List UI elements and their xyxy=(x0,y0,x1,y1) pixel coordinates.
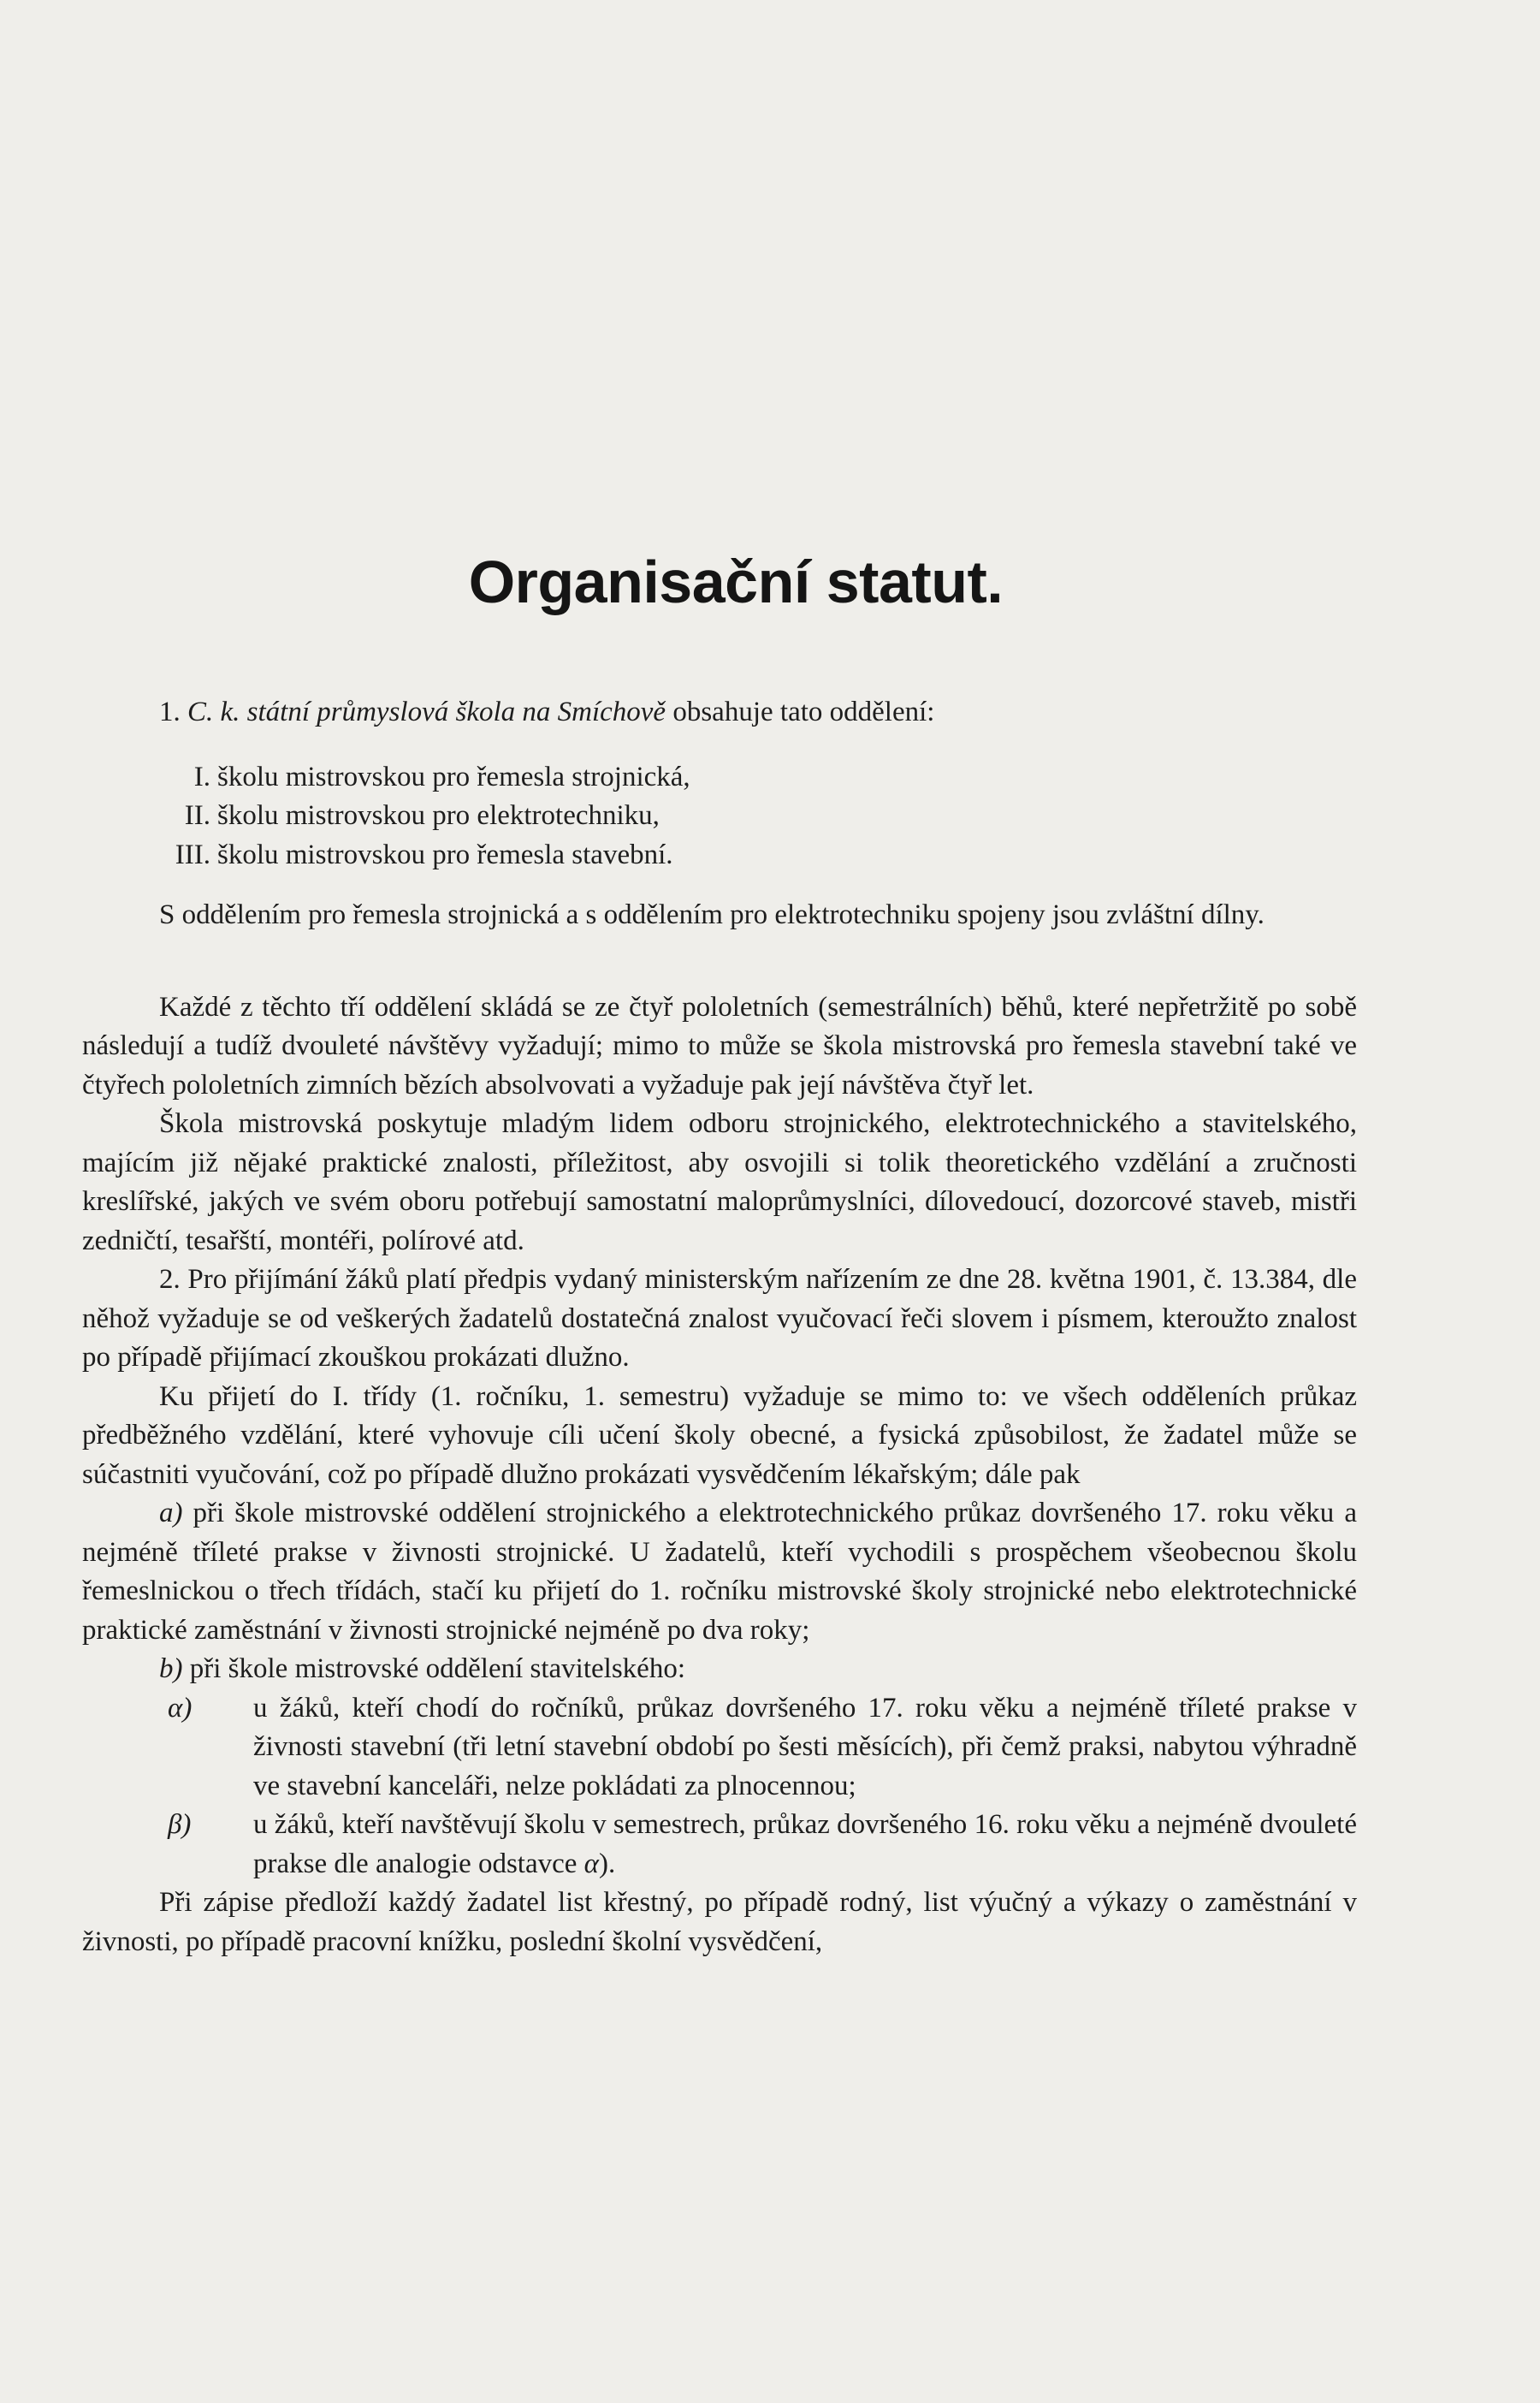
item-b xyxy=(82,1650,1357,1689)
item-beta xyxy=(168,1806,1357,1884)
intro-rest: obsahuje tato oddělení: xyxy=(666,697,935,727)
list-item xyxy=(82,797,1357,836)
paragraph-admission: 2. Pro přijímání žáků platí předpis vydaný ministerským nařízením ze dne 28. května 1901, č. 13.384, dle něhož vyžaduje se od veškerých žadatelů dostatečná znalost vyučovací řeči slovem i písmem, kteroužto znalost po případě přijímací zkouškou prokázati dlužno. xyxy=(82,1264,1357,1373)
list-item xyxy=(82,836,1357,875)
item-beta-text: u žáků, kteří navštěvují školu v semestrech, průkaz dovršeného 16. roku věku a nejméně dvouleté prakse dle analogie odstavce xyxy=(253,1809,1357,1879)
list-item-text: školu mistrovskou pro řemesla stavební. xyxy=(217,839,673,870)
item-b-label: b) xyxy=(159,1653,183,1684)
paragraph-first-class: Ku přijetí do I. třídy (1. ročníku, 1. semestru) vyžaduje se mimo to: ve všech odděleních průkaz předběžného vzdělání, které vyhovuje cíli učení školy obecné, a fysická způsobilost, že žadatel může se súčastniti vyučování, což po případě dlužno prokázati vysvědčením lékařským; dále pak xyxy=(82,1380,1357,1490)
document-body xyxy=(82,693,1357,1961)
list-item-text: školu mistrovskou pro elektrotechniku, xyxy=(217,800,660,831)
item-beta-label: β) xyxy=(168,1809,192,1840)
paragraph-enrollment: Při zápise předloží každý žadatel list křestný, po případě rodný, list výučný a výkazy o zaměstnání v živnosti, po případě pracovní knížku, poslední školní vysvědčení, xyxy=(82,1887,1357,1957)
paragraph-workshops: S oddělením pro řemesla strojnická a s oddělením pro elektrotechniku spojeny jsou zvláštní dílny. xyxy=(159,899,1265,930)
item-alpha-text: u žáků, kteří chodí do ročníků, průkaz dovršeného 17. roku věku a nejméně tříleté prakse v živnosti stavební (tři letní stavební období po šesti měsících), při čemž praksi, nabytou výhradně ve stavební kanceláři, nelze pokládati za plnocennou; xyxy=(253,1692,1357,1801)
list-item-number: III. xyxy=(175,839,210,870)
item-a-label: a) xyxy=(159,1498,183,1528)
paragraph-courses: Každé z těchto tří oddělení skládá se ze čtyř pololetních (semestrálních) běhů, které nepřetržitě po sobě následují a tudíž dvouleté návštěvy vyžadují; mimo to může se škola mistrovská pro řemesla stavební také ve čtyřech pololetních zimních bězích absolvovati a vyžaduje pak její návštěva čtyř let. xyxy=(82,991,1357,1101)
list-item-number: I. xyxy=(193,761,210,792)
intro-paragraph xyxy=(82,693,1357,733)
item-alpha xyxy=(168,1689,1357,1807)
list-item xyxy=(82,758,1357,798)
item-beta-end: ). xyxy=(599,1848,616,1879)
department-list xyxy=(82,758,1357,875)
item-a xyxy=(82,1494,1357,1650)
list-item-text: školu mistrovskou pro řemesla strojnická, xyxy=(217,761,690,792)
school-name: C. k. státní průmyslová škola na Smíchově xyxy=(187,697,666,727)
item-beta-ref: α xyxy=(583,1848,599,1879)
item-alpha-label: α) xyxy=(168,1692,192,1724)
item-b-text: při škole mistrovské oddělení stavitelského: xyxy=(182,1653,685,1684)
list-item-number: II. xyxy=(184,800,210,831)
paragraph-purpose: Škola mistrovská poskytuje mladým lidem odboru strojnického, elektrotechnického a stavitelského, majícím již nějaké praktické znalosti, příležitost, aby osvojili si tolik theoretického vzdělání a zručnosti kreslířské, jakých ve svém oboru potřebují samostatní maloprůmyslníci, dílovedoucí, dozorcové staveb, mistři zedničtí, tesařští, montéři, polírové atd. xyxy=(82,1108,1357,1256)
item-a-text: při škole mistrovské oddělení strojnického a elektrotechnického průkaz dovršeného 17. roku věku a nejméně tříleté prakse v živnosti strojnické. U žadatelů, kteří vychodili s prospěchem všeobecnou školu řemeslnickou o třech třídách, stačí ku přijetí do 1. ročníku mistrovské školy strojnické nebo elektrotechnické praktické zaměstnání v živnosti strojnické nejméně po dva roky; xyxy=(82,1498,1357,1646)
section-number: 1. xyxy=(159,697,181,727)
page-title: Organisační statut. xyxy=(468,549,1004,615)
